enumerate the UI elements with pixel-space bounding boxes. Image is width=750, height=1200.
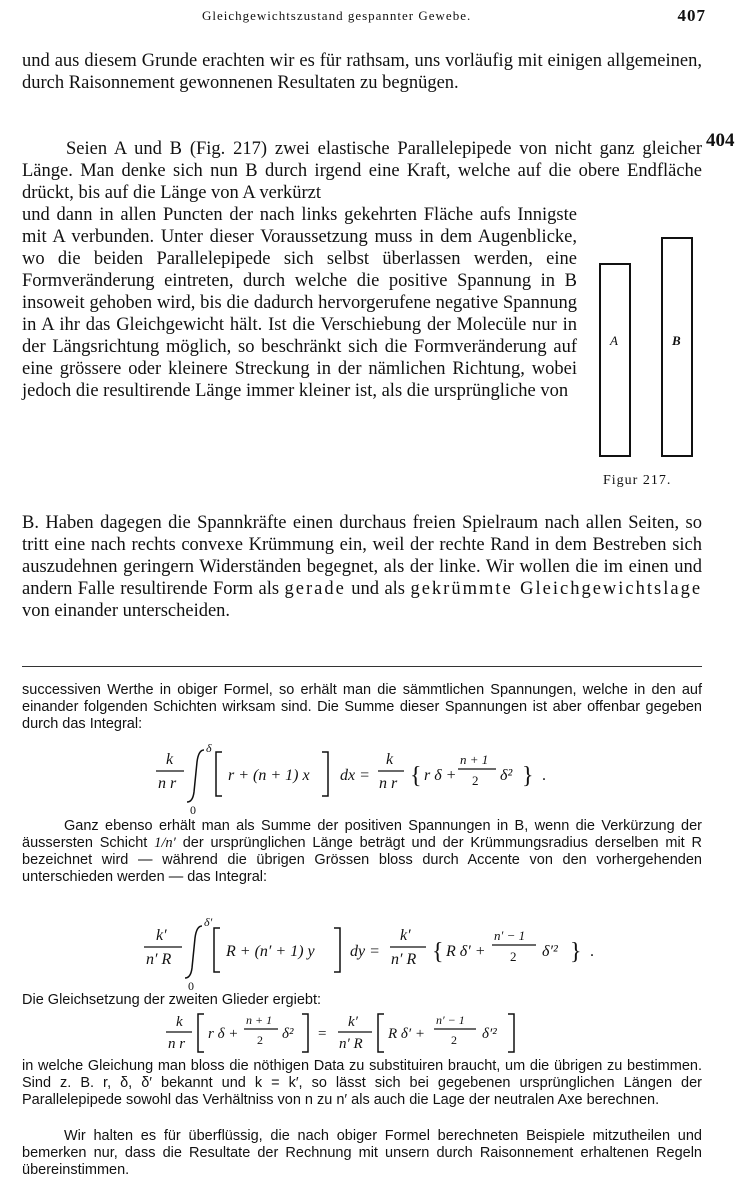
svg-text:δ′: δ′ (204, 915, 213, 929)
note-text: Ganz ebenso erhält man als Summe der positiven Spannungen in B, wenn die Verkürzung der äussersten Schicht (22, 818, 702, 851)
svg-text:0: 0 (190, 803, 196, 814)
svg-text:n′ R: n′ R (339, 1036, 363, 1052)
margin-paragraph-number: 404 (706, 130, 735, 151)
svg-text:2: 2 (472, 773, 479, 788)
paragraph-text: B. Haben dagegen die Spannkräfte einen durchaus freien Spielraum nach allen Seiten, so tritt eine nach rechts convexe Krümmung ein, weil der rechte Rand in dem Bestreben sich auszudehnen geringern Widerständen begegnet, als der linke. Wir wollen die im einen und andern Falle resultirende Form als (22, 513, 702, 599)
svg-text:δ²: δ² (282, 1026, 294, 1042)
emphasis-gerade: gerade (284, 579, 346, 599)
svg-text:k′: k′ (348, 1014, 358, 1030)
svg-text:n r: n r (168, 1036, 186, 1052)
note-text: der ursprünglichen Länge beträgt und der Krümmungsradius derselben mit R bezeichnet wird — während die übrigen Grössen bloss durch Accente von den vorhergehenden unterschieden werden — das Integral: (22, 835, 703, 885)
paragraph-seien-end (22, 512, 702, 622)
svg-text:2: 2 (451, 1033, 457, 1047)
svg-text:2: 2 (510, 949, 517, 964)
svg-text:R δ′ +: R δ′ + (388, 1026, 426, 1042)
svg-text:k′: k′ (156, 927, 167, 944)
page-number: 407 (677, 6, 706, 25)
svg-text:r δ +: r δ + (208, 1026, 239, 1042)
formula-2-svg (138, 912, 618, 992)
svg-text:.: . (590, 943, 594, 960)
svg-text:n′ R: n′ R (146, 951, 172, 968)
note-paragraph-wir-halten: Wir halten es für überflüssig, die nach obiger Formel berechneten Beispiele mitzutheilen und bemerken nur, dass die Resultate der Rechnung mit unsern durch Raisonnement erhaltenen Regeln übereinstimmen. (22, 1128, 702, 1178)
svg-text:n r: n r (379, 775, 398, 792)
formula-3-svg (162, 1008, 582, 1058)
svg-text:R + (n′ + 1) y: R + (n′ + 1) y (226, 943, 315, 960)
formula-integral-1 (150, 738, 590, 819)
svg-text:k′: k′ (400, 927, 411, 944)
svg-text:}: } (522, 763, 534, 789)
formula-equation-3 (162, 1008, 582, 1063)
svg-text:.: . (542, 767, 546, 784)
paragraph-text: von einander unterscheiden. (22, 601, 231, 621)
running-title: Gleichgewichtszustand gespannter Gewebe. (202, 8, 472, 23)
svg-text:k: k (176, 1014, 183, 1030)
svg-text:δ: δ (206, 741, 212, 755)
svg-text:n + 1: n + 1 (460, 752, 489, 767)
emphasis-gekruemmte: gekrümmte Gleichgewichtslage (410, 579, 703, 599)
svg-text:δ′²: δ′² (542, 943, 558, 960)
paragraph-seien-narrow: und dann in allen Puncten der nach links gekehrten Fläche aufs Innigste mit A verbunden. Unter dieser Voraussetzung muss in dem Augenblicke, wo die beiden Parallelepipede sich selbst überlassen werden, eine Formveränderung eintreten, durch welche die positive Spannung in B insoweit gehoben wird, bis die dadurch hervorgerufene negative Spannung in A ihr das Gleichgewicht hält. Ist die Verschiebung der Molecüle nur in der Längsrichtung möglich, so beschränkt sich die Formveränderung auf eine grössere oder kleinere Streckung in der nämlichen Richtung, wobei jedoch die resultirende Länge immer kleiner ist, als die ursprüngliche von (22, 205, 577, 401)
svg-text:}: } (570, 939, 582, 965)
formula-integral-2 (138, 912, 618, 997)
svg-text:0: 0 (188, 979, 194, 992)
note-paragraph-ganz-ebenso (22, 818, 702, 886)
svg-text:n r: n r (158, 775, 177, 792)
label-a: A (610, 333, 618, 348)
figure-217 (590, 230, 710, 470)
svg-text:δ²: δ² (500, 767, 513, 784)
formula-1-svg (150, 738, 590, 814)
svg-text:2: 2 (257, 1033, 263, 1047)
figure-caption: Figur 217. (603, 473, 672, 488)
svg-text:k: k (386, 751, 394, 768)
label-b: B (672, 333, 681, 348)
svg-text:r + (n + 1) x: r + (n + 1) x (228, 767, 310, 784)
svg-text:δ′²: δ′² (482, 1026, 497, 1042)
svg-text:k: k (166, 751, 174, 768)
svg-text:dx =: dx = (340, 767, 370, 784)
svg-text:n′ R: n′ R (391, 951, 417, 968)
svg-text:{: { (432, 939, 444, 965)
svg-text:=: = (318, 1026, 327, 1042)
page-header (22, 6, 712, 28)
paragraph-intro: und aus diesem Grunde erachten wir es für rathsam, uns vorläufig mit einigen allgemeinen, durch Raisonnement gewonnenen Resultaten zu begnügen. (22, 51, 702, 93)
paragraph-text: und als (351, 579, 405, 599)
footnote-separator (22, 666, 702, 667)
note-paragraph-in-welche: in welche Gleichung man bloss die nöthigen Data zu substituiren braucht, um die übrigen zu bestimmen. Sind z. B. r, δ, δ′ bekannt und k = k′, so lässt sich bei gegebenen ursprünglichen Längen der Parallelepipede sowohl das Verhältniss von n zu n′ als auch die Lage der neutralen Axe berechnen. (22, 1058, 702, 1108)
svg-text:n + 1: n + 1 (246, 1013, 273, 1027)
paragraph-seien-first-lines: Seien A und B (Fig. 217) zwei elastische Parallelepipede von nicht ganz gleicher Länge. Man denke sich nun B durch irgend eine Kraft, welche auf die obere Endfläche drückt, bis auf die Länge von A verkürzt (22, 139, 702, 203)
svg-text:dy =: dy = (350, 943, 380, 960)
parallelepiped-a (600, 264, 630, 456)
svg-text:n′ − 1: n′ − 1 (494, 928, 526, 943)
svg-text:R δ′ +: R δ′ + (446, 943, 486, 960)
inline-fraction: 1/n′ (154, 835, 176, 851)
svg-text:{: { (410, 763, 422, 789)
svg-text:r δ +: r δ + (424, 767, 457, 784)
svg-text:n′ − 1: n′ − 1 (436, 1013, 465, 1027)
note-paragraph-gleichsetzung: Die Gleichsetzung der zweiten Glieder ergiebt: (22, 992, 322, 1008)
note-paragraph-successiven: successiven Werthe in obiger Formel, so erhält man die sämmtlichen Spannungen, welche in den auf einander folgenden Schichten wirksam sind. Die Summe dieser Spannungen ist aber offenbar gegeben durch das Integral: (22, 682, 702, 732)
